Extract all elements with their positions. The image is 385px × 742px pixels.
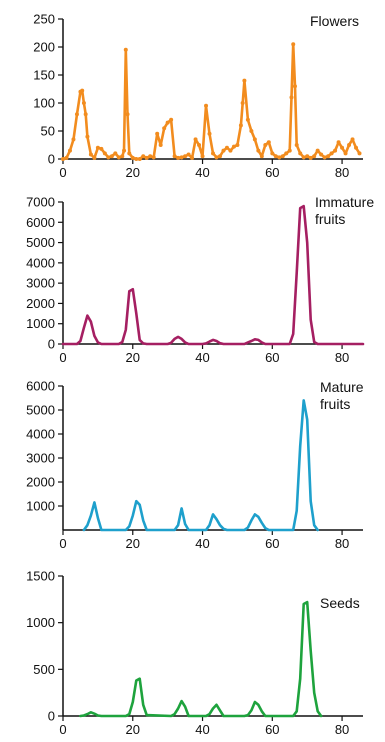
data-point: [319, 153, 323, 157]
data-point: [197, 143, 201, 147]
y-tick-label: 1000: [26, 316, 55, 332]
data-point: [96, 146, 100, 150]
x-tick-label: 0: [59, 722, 67, 737]
data-point: [214, 155, 218, 159]
series-line-mature-fruits: [84, 400, 318, 530]
data-point: [131, 156, 135, 160]
data-point: [298, 151, 302, 155]
panel-1: [33, 12, 363, 181]
y-tick-label: 0: [47, 151, 55, 167]
panel-label: Seeds: [320, 595, 360, 611]
x-tick-label: 40: [195, 722, 210, 737]
y-tick-label: 4000: [26, 426, 55, 442]
y-tick-label: 500: [33, 661, 55, 677]
data-point: [124, 48, 128, 52]
y-tick-label: 0: [47, 708, 55, 724]
data-point: [68, 149, 72, 153]
x-tick-label: 60: [265, 165, 280, 180]
data-point: [263, 143, 267, 147]
data-point: [221, 149, 225, 153]
y-tick-label: 3000: [26, 275, 55, 291]
data-point: [260, 154, 264, 158]
x-tick-label: 60: [265, 536, 280, 551]
panel-label: Mature fruits: [320, 379, 364, 412]
data-point: [281, 154, 285, 158]
data-point: [289, 95, 293, 99]
data-point: [249, 129, 253, 133]
data-point: [169, 118, 173, 122]
data-point: [218, 154, 222, 158]
y-tick-label: 0: [47, 336, 55, 352]
y-tick-label: 1000: [26, 615, 55, 631]
data-point: [75, 112, 79, 116]
data-point: [80, 89, 84, 93]
data-point: [64, 156, 68, 160]
x-tick-label: 80: [334, 165, 350, 180]
x-tick-label: 0: [59, 536, 67, 551]
data-point: [166, 121, 170, 125]
data-point: [270, 151, 274, 155]
data-point: [201, 154, 205, 158]
data-point: [152, 155, 156, 159]
data-point: [162, 126, 166, 130]
y-tick-label: 4000: [26, 255, 55, 271]
panel-4: [26, 569, 363, 738]
y-tick-label: 5000: [26, 235, 55, 251]
data-point: [225, 146, 229, 150]
data-point: [141, 154, 145, 158]
x-tick-label: 40: [195, 350, 210, 365]
data-point: [113, 151, 117, 155]
x-tick-label: 80: [334, 350, 350, 365]
x-tick-label: 20: [125, 722, 141, 737]
x-tick-label: 40: [195, 165, 210, 180]
data-point: [344, 151, 348, 155]
panel-3: [26, 379, 364, 552]
data-point: [126, 112, 130, 116]
data-point: [173, 154, 177, 158]
data-point: [323, 155, 327, 159]
data-point: [239, 123, 243, 127]
data-point: [295, 143, 299, 147]
data-point: [138, 157, 142, 161]
data-point: [340, 146, 344, 150]
data-point: [305, 154, 309, 158]
series-line-flowers: [63, 44, 360, 159]
data-point: [309, 156, 313, 160]
data-point: [194, 137, 198, 141]
data-point: [183, 154, 187, 158]
data-point: [122, 149, 126, 153]
data-point: [354, 146, 358, 150]
data-point: [148, 154, 152, 158]
y-tick-label: 2000: [26, 295, 55, 311]
data-point: [190, 156, 194, 160]
data-point: [208, 132, 212, 136]
y-tick-label: 50: [40, 123, 55, 139]
data-point: [120, 154, 124, 158]
data-point: [89, 153, 93, 157]
data-point: [351, 137, 355, 141]
y-tick-label: 6000: [26, 378, 55, 394]
data-point: [82, 101, 86, 105]
x-tick-label: 60: [265, 722, 280, 737]
data-point: [284, 151, 288, 155]
x-tick-label: 80: [334, 536, 350, 551]
data-point: [337, 140, 341, 144]
data-point: [106, 155, 110, 159]
data-point: [241, 101, 245, 105]
x-tick-label: 60: [265, 350, 280, 365]
y-tick-label: 2000: [26, 474, 55, 490]
data-point: [267, 140, 271, 144]
data-point: [347, 143, 351, 147]
data-point: [134, 157, 138, 161]
data-point: [61, 157, 65, 161]
data-point: [333, 149, 337, 153]
data-point: [110, 154, 114, 158]
data-point: [312, 154, 316, 158]
data-point: [159, 143, 163, 147]
data-point: [103, 151, 107, 155]
data-point: [293, 84, 297, 88]
y-tick-label: 6000: [26, 214, 55, 230]
x-tick-label: 0: [59, 350, 67, 365]
data-point: [92, 156, 96, 160]
x-tick-label: 20: [125, 350, 141, 365]
x-tick-label: 0: [59, 165, 67, 180]
data-point: [302, 155, 306, 159]
x-tick-label: 20: [125, 165, 141, 180]
data-point: [253, 137, 257, 141]
x-tick-label: 80: [334, 722, 350, 737]
data-point: [326, 154, 330, 158]
data-point: [256, 149, 260, 153]
data-point: [180, 155, 184, 159]
data-point: [277, 155, 281, 159]
panel-2: [26, 194, 374, 365]
data-point: [242, 79, 246, 83]
data-point: [155, 132, 159, 136]
data-point: [71, 137, 75, 141]
x-tick-label: 40: [195, 536, 210, 551]
data-point: [228, 149, 232, 153]
x-tick-label: 20: [125, 536, 141, 551]
y-tick-label: 1500: [26, 568, 55, 584]
data-point: [99, 147, 103, 151]
y-tick-label: 100: [33, 95, 55, 111]
y-tick-label: 250: [33, 11, 55, 27]
y-tick-label: 200: [33, 39, 55, 55]
y-tick-label: 7000: [26, 194, 55, 210]
y-tick-label: 3000: [26, 450, 55, 466]
data-point: [211, 151, 215, 155]
data-point: [204, 104, 208, 108]
y-tick-label: 1000: [26, 498, 55, 514]
data-point: [176, 156, 180, 160]
data-point: [358, 151, 362, 155]
data-point: [274, 154, 278, 158]
data-point: [85, 135, 89, 139]
data-point: [187, 153, 191, 157]
data-point: [84, 112, 88, 116]
data-point: [330, 151, 334, 155]
y-tick-label: 150: [33, 67, 55, 83]
data-point: [288, 149, 292, 153]
data-point: [232, 145, 236, 149]
data-point: [291, 42, 295, 46]
series-line-seeds: [80, 602, 321, 716]
data-point: [127, 151, 131, 155]
data-point: [246, 118, 250, 122]
panel-label: Flowers: [310, 13, 360, 29]
data-point: [117, 155, 121, 159]
panel-label: Immature fruits: [315, 194, 375, 227]
data-point: [316, 149, 320, 153]
data-point: [145, 156, 149, 160]
data-point: [235, 143, 239, 147]
y-tick-label: 5000: [26, 402, 55, 418]
